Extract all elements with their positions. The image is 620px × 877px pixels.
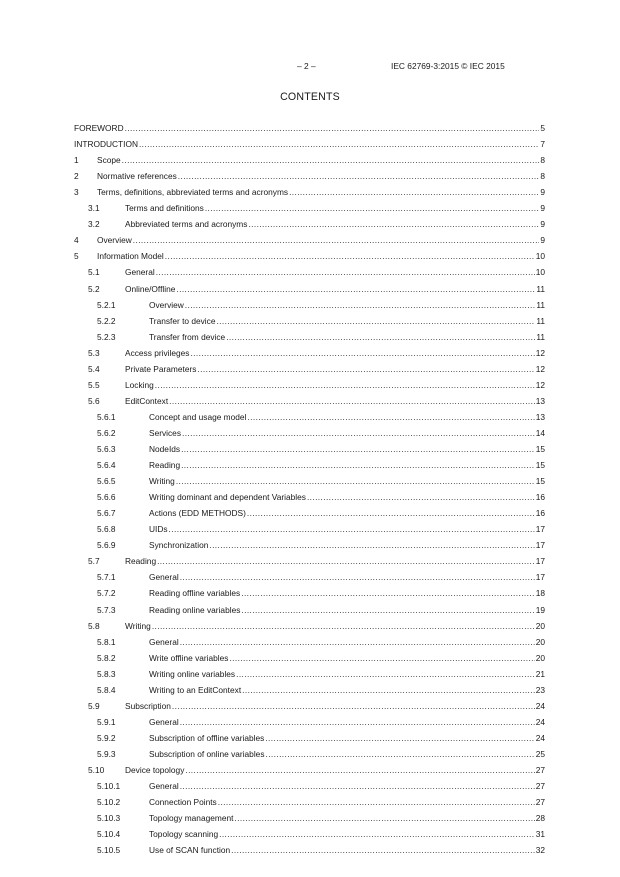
- toc-section-title: Reading: [125, 556, 157, 567]
- toc-line: [125, 217, 545, 231]
- toc-line: [149, 538, 545, 552]
- toc-page-number: 17: [535, 540, 545, 551]
- toc-section-number: 5.7.3: [97, 604, 116, 615]
- standard-identifier: IEC 62769-3:2015 © IEC 2015: [391, 61, 505, 71]
- toc-section-title: NodeIds: [149, 444, 181, 454]
- toc-section-number: 5.5: [88, 379, 100, 390]
- toc-dot-leader: [176, 282, 535, 296]
- toc-page-number: 13: [535, 411, 545, 422]
- toc-section-number: 5.10.4: [97, 829, 121, 840]
- toc-section-title: Services: [149, 427, 181, 438]
- toc-page-number: 10: [535, 251, 545, 262]
- toc-page-number: 25: [535, 748, 545, 759]
- toc-section-title: Reading online variables: [149, 604, 241, 615]
- toc-section-number: 5.10.3: [97, 813, 121, 824]
- contents-heading: CONTENTS: [280, 91, 340, 103]
- toc-section-number: 5.6.8: [97, 524, 116, 535]
- toc-section-number: 5.7.1: [97, 572, 116, 583]
- toc-section-title: Writing dominant and dependent Variables: [149, 492, 306, 503]
- toc-page-number: 9: [540, 187, 545, 198]
- toc-entry[interactable]: [0, 811, 620, 825]
- toc-dot-leader: [122, 153, 540, 167]
- toc-page-number: 10: [535, 267, 545, 278]
- toc-line: [97, 185, 545, 199]
- toc-section-title: Use of SCAN function: [149, 845, 231, 856]
- toc-section-title: Device topology: [125, 765, 185, 775]
- toc-section-title: Concept and usage model: [149, 411, 247, 422]
- toc-section-title: Transfer from device: [149, 331, 226, 342]
- toc-section-title: General: [149, 781, 179, 792]
- toc-dot-leader: [205, 201, 540, 215]
- toc-dot-leader: [248, 217, 539, 231]
- toc-section-title: Terms and definitions: [125, 203, 204, 214]
- toc-page-number: 7: [540, 139, 545, 150]
- toc-section-title: Topology scanning: [149, 829, 219, 840]
- toc-section-number: 5.10: [88, 765, 105, 775]
- toc-section-number: 3: [74, 187, 79, 198]
- toc-line: [149, 779, 545, 793]
- toc-section-number: 3.2: [88, 219, 100, 230]
- toc-dot-leader: [231, 843, 535, 857]
- toc-line: [149, 458, 545, 472]
- toc-line: [125, 554, 545, 568]
- toc-dot-leader: [178, 169, 540, 183]
- toc-entry[interactable]: [0, 426, 620, 440]
- toc-page-number: 17: [535, 572, 545, 583]
- toc-page-number: 20: [535, 652, 545, 663]
- toc-page-number: 11: [536, 299, 545, 310]
- toc-dot-leader: [247, 506, 535, 520]
- toc-dot-leader: [247, 410, 534, 424]
- toc-section-number: 5.9.2: [97, 732, 116, 743]
- toc-entry[interactable]: [0, 538, 620, 552]
- toc-section-title: Reading offline variables: [149, 588, 241, 599]
- toc-section-number: 5.2.2: [97, 315, 116, 326]
- toc-line: [125, 394, 545, 408]
- toc-section-number: 5.2: [88, 283, 100, 294]
- toc-page-number: 27: [535, 765, 545, 775]
- toc-line: [125, 619, 545, 633]
- toc-line: [149, 314, 545, 328]
- toc-section-number: 3.1: [88, 203, 100, 214]
- toc-section-title: Synchronization: [149, 540, 209, 551]
- toc-line: [97, 153, 545, 167]
- toc-section-title: UIDs: [149, 524, 168, 535]
- toc-entry[interactable]: [0, 490, 620, 504]
- toc-dot-leader: [176, 474, 535, 488]
- toc-dot-leader: [236, 667, 535, 681]
- toc-page-number: 21: [535, 668, 545, 679]
- toc-section-title: Information Model: [97, 251, 164, 262]
- toc-section-number: 5.10.5: [97, 845, 121, 856]
- toc-line: [125, 282, 545, 296]
- toc-dot-leader: [169, 522, 535, 536]
- toc-section-number: 5.6.7: [97, 508, 116, 519]
- toc-line: [97, 169, 545, 183]
- toc-line: [149, 747, 545, 761]
- toc-line: [149, 827, 545, 841]
- toc-dot-leader: [241, 586, 534, 600]
- toc-section-title: Connection Points: [149, 797, 217, 808]
- toc-section-number: 5.8.3: [97, 668, 116, 679]
- toc-entry[interactable]: [0, 233, 620, 247]
- toc-entry[interactable]: [0, 121, 620, 135]
- toc-dot-leader: [180, 570, 535, 584]
- toc-page-number: 28: [535, 813, 545, 824]
- toc-entry[interactable]: [0, 410, 620, 424]
- toc-section-number: 5.6: [88, 395, 100, 406]
- toc-page-number: 24: [535, 700, 545, 711]
- toc-page-number: 9: [540, 219, 545, 230]
- toc-dot-leader: [152, 619, 535, 633]
- toc-section-number: 4: [74, 235, 79, 246]
- toc-dot-leader: [190, 346, 534, 360]
- toc-line: [149, 635, 545, 649]
- toc-section-title: General: [149, 572, 179, 583]
- toc-entry[interactable]: [0, 747, 620, 761]
- toc-entry[interactable]: [0, 298, 620, 312]
- toc-line: [149, 474, 545, 488]
- toc-section-title: Writing: [149, 476, 175, 487]
- toc-section-number: 5.9.1: [97, 716, 116, 727]
- toc-line: [149, 522, 545, 536]
- toc-dot-leader: [133, 233, 540, 247]
- toc-page-number: 16: [535, 492, 545, 503]
- toc-section-number: 5.10.2: [97, 797, 121, 808]
- toc-entry[interactable]: [0, 185, 620, 199]
- toc-dot-leader: [157, 554, 535, 568]
- toc-section-number: 5.9.3: [97, 748, 116, 759]
- toc-entry[interactable]: [0, 763, 620, 777]
- toc-page-number: 11: [536, 331, 545, 342]
- toc-entry[interactable]: [0, 699, 620, 713]
- toc-dot-leader: [218, 795, 535, 809]
- toc-section-number: 5.6.2: [97, 427, 116, 438]
- toc-page-number: 18: [535, 588, 545, 599]
- toc-section-number: 5.2.1: [97, 299, 116, 310]
- toc-dot-leader: [241, 603, 534, 617]
- toc-section-title: Access privileges: [125, 347, 190, 358]
- toc-section-title: Reading: [149, 460, 181, 471]
- toc-section-title: Subscription of offline variables: [149, 732, 265, 743]
- toc-line: [149, 298, 545, 312]
- toc-dot-leader: [265, 731, 534, 745]
- toc-entry[interactable]: [0, 330, 620, 344]
- toc-section-title: FOREWORD: [74, 123, 124, 133]
- toc-page-number: 12: [535, 363, 545, 374]
- toc-page-number: 20: [535, 620, 545, 631]
- toc-page-number: 9: [540, 235, 545, 246]
- toc-line: [125, 265, 545, 279]
- toc-dot-leader: [180, 779, 535, 793]
- toc-line: [149, 490, 545, 504]
- toc-entry[interactable]: [0, 651, 620, 665]
- toc-page-number: 12: [535, 379, 545, 390]
- toc-entry[interactable]: [0, 731, 620, 745]
- toc-entry[interactable]: [0, 619, 620, 633]
- toc-line: [149, 570, 545, 584]
- toc-line: [125, 346, 545, 360]
- toc-dot-leader: [181, 458, 535, 472]
- toc-entry[interactable]: [0, 153, 620, 167]
- toc-section-number: 5.6.3: [97, 444, 116, 454]
- toc-section-title: Locking: [125, 379, 154, 390]
- toc-dot-leader: [172, 699, 535, 713]
- toc-dot-leader: [180, 715, 535, 729]
- toc-entry[interactable]: [0, 779, 620, 793]
- toc-section-title: Actions (EDD METHODS): [149, 508, 246, 519]
- toc-page-number: 15: [535, 460, 545, 471]
- toc-page-number: 19: [535, 604, 545, 615]
- toc-entry[interactable]: [0, 522, 620, 536]
- toc-page-number: 20: [535, 636, 545, 647]
- toc-entry[interactable]: [0, 458, 620, 472]
- toc-page-number: 9: [540, 203, 545, 214]
- toc-line: [149, 795, 545, 809]
- toc-line: [149, 442, 545, 456]
- toc-dot-leader: [266, 747, 535, 761]
- toc-section-number: 5.6.6: [97, 492, 116, 503]
- toc-section-title: Writing: [125, 620, 151, 631]
- toc-section-title: Normative references: [97, 171, 177, 182]
- toc-section-number: 5.8.1: [97, 636, 116, 647]
- toc-section-title: Online/Offline: [125, 283, 176, 294]
- toc-line: [149, 586, 545, 600]
- toc-section-title: Terms, definitions, abbreviated terms and acronyms: [97, 187, 289, 198]
- toc-entry[interactable]: [0, 137, 620, 151]
- toc-dot-leader: [234, 811, 534, 825]
- toc-page-number: 32: [535, 845, 545, 856]
- toc-page-number: 8: [540, 171, 545, 182]
- toc-section-number: 5.6.9: [97, 540, 116, 551]
- toc-entry[interactable]: [0, 827, 620, 841]
- toc-dot-leader: [185, 763, 534, 777]
- toc-section-title: Write offline variables: [149, 652, 229, 663]
- toc-page-number: 27: [535, 781, 545, 792]
- toc-entry[interactable]: [0, 169, 620, 183]
- toc-dot-leader: [165, 249, 535, 263]
- toc-line: [125, 699, 545, 713]
- toc-entry[interactable]: [0, 394, 620, 408]
- toc-section-title: Writing online variables: [149, 668, 236, 679]
- toc-dot-leader: [185, 298, 536, 312]
- toc-section-number: 5.6.5: [97, 476, 116, 487]
- toc-page-number: 12: [535, 347, 545, 358]
- toc-line: [149, 667, 545, 681]
- toc-entry[interactable]: [0, 843, 620, 857]
- toc-section-title: Overview: [97, 235, 132, 246]
- toc-dot-leader: [229, 651, 534, 665]
- toc-entry[interactable]: [0, 795, 620, 809]
- toc-section-title: EditContext: [125, 395, 169, 406]
- toc-line: [149, 731, 545, 745]
- toc-page-number: 5: [540, 123, 545, 133]
- toc-dot-leader: [242, 683, 535, 697]
- toc-entry[interactable]: [0, 314, 620, 328]
- toc-dot-leader: [139, 137, 539, 151]
- toc-section-number: 5.1: [88, 267, 100, 278]
- toc-section-title: General: [149, 716, 179, 727]
- toc-section-number: 5.7: [88, 556, 100, 567]
- toc-entry[interactable]: [0, 715, 620, 729]
- toc-entry[interactable]: [0, 265, 620, 279]
- toc-section-title: INTRODUCTION: [74, 139, 138, 150]
- toc-section-title: Topology management: [149, 813, 234, 824]
- toc-section-title: Scope: [97, 155, 121, 166]
- toc-section-number: 2: [74, 171, 79, 182]
- toc-page-number: 27: [535, 797, 545, 808]
- toc-dot-leader: [156, 265, 535, 279]
- toc-line: [149, 506, 545, 520]
- toc-section-number: 5.8: [88, 620, 100, 631]
- toc-entry[interactable]: [0, 586, 620, 600]
- toc-entry[interactable]: [0, 217, 620, 231]
- toc-dot-leader: [226, 330, 535, 344]
- toc-section-title: Subscription of online variables: [149, 748, 265, 759]
- toc-dot-leader: [182, 426, 535, 440]
- toc-line: [149, 410, 545, 424]
- toc-page-number: 15: [535, 444, 545, 454]
- toc-section-title: General: [149, 636, 179, 647]
- toc-section-number: 5.2.3: [97, 331, 116, 342]
- toc-page-number: 17: [535, 524, 545, 535]
- toc-entry[interactable]: [0, 282, 620, 296]
- toc-line: [125, 763, 545, 777]
- toc-line: [149, 843, 545, 857]
- toc-dot-leader: [155, 378, 535, 392]
- toc-entry[interactable]: [0, 201, 620, 215]
- toc-section-number: 5.9: [88, 700, 100, 711]
- toc-line: [149, 603, 545, 617]
- toc-line: [97, 249, 545, 263]
- toc-section-number: 5.10.1: [97, 781, 121, 792]
- toc-entry[interactable]: [0, 474, 620, 488]
- toc-entry[interactable]: [0, 683, 620, 697]
- toc-line: [149, 651, 545, 665]
- toc-entry[interactable]: [0, 554, 620, 568]
- toc-entry[interactable]: [0, 346, 620, 360]
- toc-section-title: Subscription: [125, 700, 171, 711]
- toc-line: [74, 121, 545, 135]
- toc-line: [149, 715, 545, 729]
- toc-page-number: 16: [535, 508, 545, 519]
- toc-dot-leader: [209, 538, 534, 552]
- toc-section-title: Transfer to device: [149, 315, 216, 326]
- toc-dot-leader: [181, 442, 535, 456]
- toc-page-number: 14: [535, 427, 545, 438]
- toc-entry[interactable]: [0, 506, 620, 520]
- toc-dot-leader: [197, 362, 534, 376]
- toc-dot-leader: [219, 827, 535, 841]
- toc-dot-leader: [125, 121, 540, 135]
- toc-section-number: 5.8.2: [97, 652, 116, 663]
- toc-page-number: 11: [536, 315, 545, 326]
- toc-dot-leader: [307, 490, 535, 504]
- toc-line: [125, 378, 545, 392]
- toc-entry[interactable]: [0, 570, 620, 584]
- toc-line: [74, 137, 545, 151]
- toc-entry[interactable]: [0, 378, 620, 392]
- toc-page-number: 31: [535, 829, 545, 840]
- toc-page-number: 24: [535, 716, 545, 727]
- toc-entry[interactable]: [0, 442, 620, 456]
- toc-section-number: 1: [74, 155, 79, 166]
- toc-page-number: 13: [535, 395, 545, 406]
- toc-section-number: 5: [74, 251, 79, 262]
- toc-section-number: 5.3: [88, 347, 100, 358]
- toc-line: [149, 683, 545, 697]
- toc-line: [125, 201, 545, 215]
- toc-page-number: 8: [540, 155, 545, 166]
- toc-section-number: 5.4: [88, 363, 100, 374]
- toc-page-number: 11: [536, 283, 545, 294]
- toc-section-title: Writing to an EditContext: [149, 684, 242, 695]
- toc-section-title: Private Parameters: [125, 363, 197, 374]
- toc-line: [149, 330, 545, 344]
- toc-dot-leader: [289, 185, 539, 199]
- toc-entry[interactable]: [0, 249, 620, 263]
- toc-entry[interactable]: [0, 635, 620, 649]
- toc-section-title: General: [125, 267, 155, 278]
- toc-page-number: 15: [535, 476, 545, 487]
- toc-line: [149, 811, 545, 825]
- toc-section-title: Overview: [149, 299, 184, 310]
- toc-line: [97, 233, 545, 247]
- page-header: [0, 61, 620, 75]
- toc-section-title: Abbreviated terms and acronyms: [125, 219, 248, 230]
- toc-dot-leader: [216, 314, 535, 328]
- toc-entry[interactable]: [0, 603, 620, 617]
- toc-page-number: 24: [535, 732, 545, 743]
- toc-dot-leader: [169, 394, 535, 408]
- toc-page-number: 23: [535, 684, 545, 695]
- toc-section-number: 5.6.1: [97, 411, 116, 422]
- toc-section-number: 5.7.2: [97, 588, 116, 599]
- toc-section-number: 5.6.4: [97, 460, 116, 471]
- toc-line: [125, 362, 545, 376]
- toc-page-number: 17: [535, 556, 545, 567]
- toc-entry[interactable]: [0, 667, 620, 681]
- toc-dot-leader: [180, 635, 535, 649]
- page-number: – 2 –: [297, 61, 316, 71]
- toc-entry[interactable]: [0, 362, 620, 376]
- toc-line: [149, 426, 545, 440]
- toc-section-number: 5.8.4: [97, 684, 116, 695]
